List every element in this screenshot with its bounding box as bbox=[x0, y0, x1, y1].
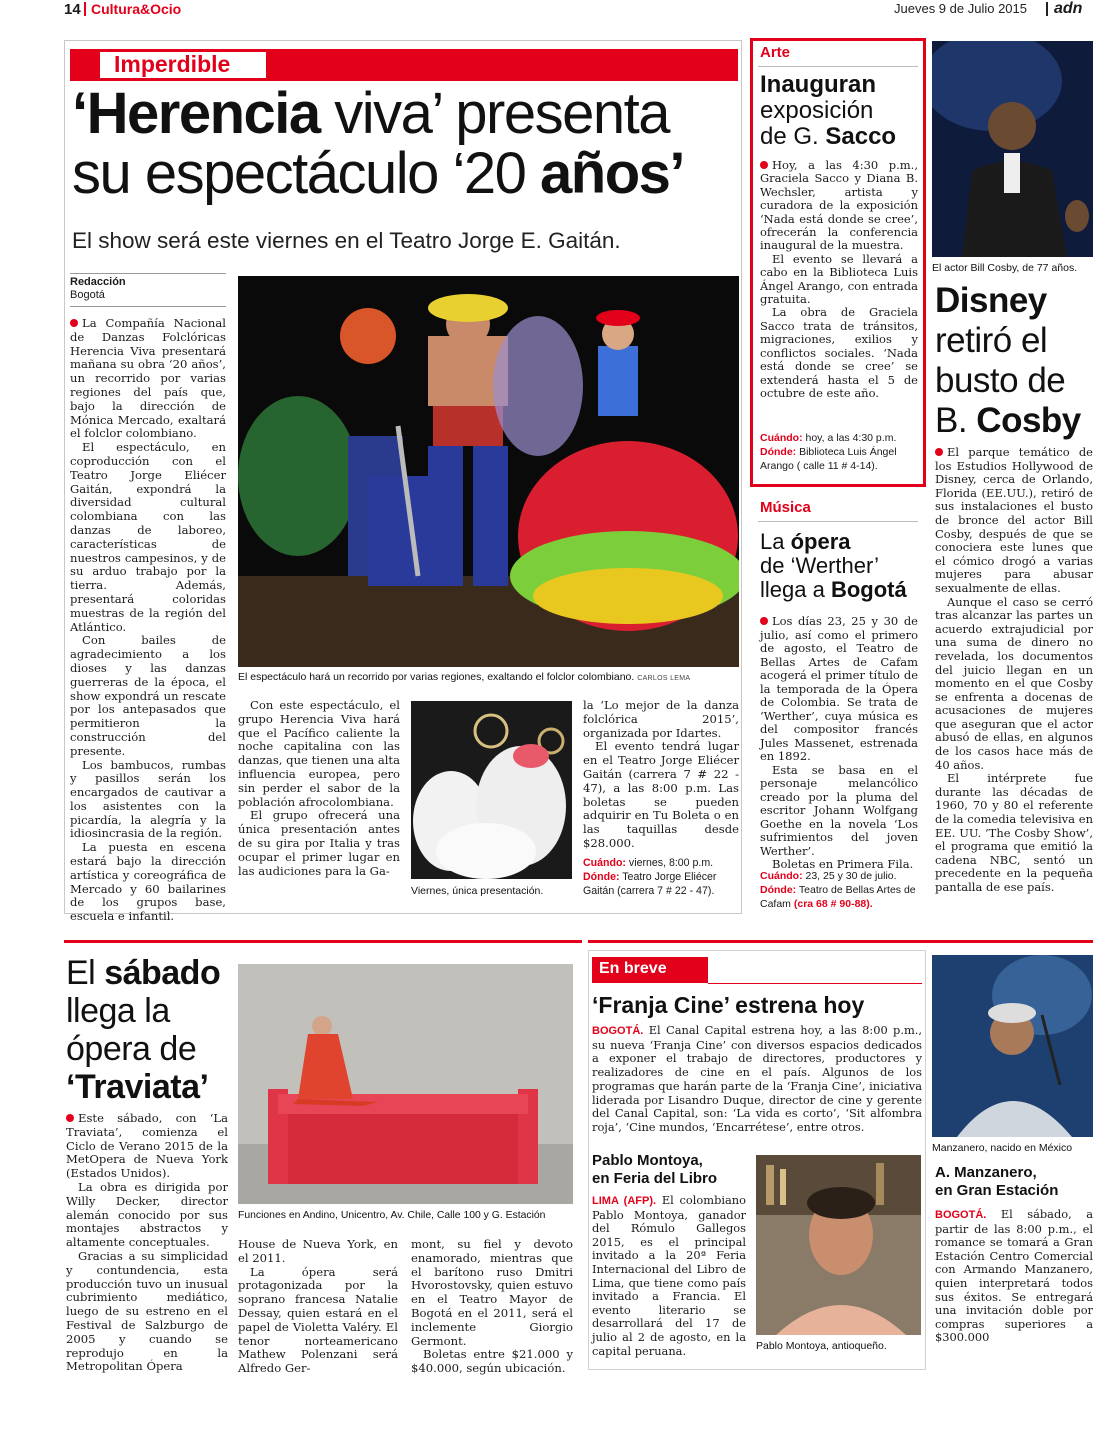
paragraph: House de Nueva York, en el 2011. bbox=[238, 1237, 398, 1265]
paragraph-text: Este sábado, con ‘La Traviata’, comienza el Ciclo de Verano 2015 de la MetOpera de Nueva York (Estados Unidos). bbox=[66, 1111, 228, 1181]
bullet-dot bbox=[66, 1114, 74, 1122]
cosby-headline-line-2: retiró el bbox=[935, 321, 1048, 360]
traviata-photo-caption: Funciones en Andino, Unicentro, Av. Chile, Calle 100 y G. Estación bbox=[238, 1210, 546, 1221]
headline-line-1 bbox=[72, 81, 740, 146]
musica-headline bbox=[760, 530, 920, 602]
cosby-headline-bold: Disney bbox=[935, 281, 1047, 320]
arte-headline-line-2: exposición bbox=[760, 97, 874, 124]
paragraph: El intérprete fue durante las décadas de 1960, 70 y 80 el referente de la comedia televisiva en EE. UU. ‘The Cosby Show’, el programa que emitió la cadena NBC, sentó un precedente en la pequeña pantalla de ese país. bbox=[935, 771, 1093, 894]
when-row bbox=[760, 869, 918, 883]
manzanero-photo bbox=[932, 955, 1093, 1137]
traviata-column-3 bbox=[411, 1238, 573, 1376]
section-rule-left bbox=[64, 940, 582, 943]
musica-headline-light: La bbox=[760, 529, 791, 554]
main-dance-photo bbox=[238, 276, 739, 667]
paragraph bbox=[760, 159, 918, 253]
when-value: hoy, a las 4:30 p.m. bbox=[805, 432, 897, 444]
where-value: Teatro Jorge Eliécer Gaitán (carrera 7 # 22 - 47). bbox=[583, 871, 717, 897]
paragraph-text: El Canal Capital estrena hoy, a las 8:00 p.m., su nueva ‘Franja Cine’ con diversos espacios dedicados a exponer el trabajo de directores, productores y realizadores de cine en el país. Algunos de los programas que harán parte de la ‘Franja Cine’, iniciativa liderada por Lisandro Duque, director de cine y gerente del Canal Capital, son: ‘La vida es corto’, ‘Sit alfombra roja’, ‘Cine mundos, ‘Encarrétese’, entre otros. bbox=[592, 1023, 922, 1134]
cosby-body bbox=[935, 446, 1093, 895]
headline-line-2 bbox=[72, 141, 740, 206]
arte-tag: Arte bbox=[760, 44, 791, 61]
bullet-dot bbox=[70, 319, 78, 327]
main-story-column-2 bbox=[238, 699, 400, 878]
manzanero-photo-caption: Manzanero, nacido en México bbox=[932, 1142, 1073, 1154]
musica-headline-bold: ópera bbox=[790, 529, 851, 554]
when-value: viernes, 8:00 p.m. bbox=[628, 857, 714, 869]
where-row bbox=[760, 445, 918, 473]
headline-bold-1: ‘Herencia bbox=[72, 81, 320, 146]
when-row bbox=[583, 856, 739, 870]
traviata-headline-bold: sábado bbox=[104, 954, 221, 992]
byline-location: Bogotá bbox=[70, 289, 105, 301]
byline-rule-bottom bbox=[70, 306, 226, 307]
traviata-column-1 bbox=[66, 1112, 228, 1374]
arte-headline-light: de G. bbox=[760, 123, 826, 150]
byline: Redacción bbox=[70, 276, 126, 288]
cosby-headline-light: B. bbox=[935, 401, 977, 440]
where-label: Dónde: bbox=[760, 446, 797, 458]
paragraph: Esta se basa en el personaje melancólico creado por la pluma del escritor Johann Wolfgang Goethe en la novela ‘Los sufrimientos del joven Werther’. bbox=[760, 762, 918, 858]
paragraph-text: La Compañía Nacional de Danzas Folclóricas Herencia Viva presentará mañana su obra ‘20 años’, un recorrido por varias regiones del país que, bajo la dirección de Mónica Mercado, exaltará el folclor colombiano. bbox=[70, 316, 226, 441]
paragraph bbox=[66, 1112, 228, 1181]
montoya-headline-line-2: en Feria del Libro bbox=[592, 1170, 718, 1187]
main-story-column-1 bbox=[70, 317, 226, 924]
cosby-illustration bbox=[932, 41, 1093, 257]
arte-headline bbox=[760, 72, 920, 150]
musica-tag: Música bbox=[760, 499, 811, 516]
arte-headline-line-3 bbox=[760, 124, 920, 150]
paragraph-text: Los días 23, 25 y 30 de julio, así como el primero de agosto, el Teatro de Bellas Artes de Cafam acogerá el primer título de la temporada de la Ópera de Colombia. Se trata de ‘Werther’, cuya música es del compositor francés Jules Massenet, estrenada en 1892. bbox=[760, 614, 918, 763]
musica-headline-line-3 bbox=[760, 578, 920, 602]
franja-dateline: BOGOTÁ. bbox=[592, 1025, 644, 1037]
white-dancers-illustration bbox=[411, 701, 572, 879]
traviata-headline-title: ‘Traviata’ bbox=[66, 1068, 209, 1106]
paragraph: Con bailes de agradecimiento a los dioses y las danzas guerreras de la época, el show expondrá un rescate por los antepasados que permitieron la construcción del presente. bbox=[70, 633, 226, 758]
paragraph: Gracias a su simplicidad y contundencia, esta producción tuvo un inusual cubrimiento mediático, luego de su estreno en el Festival de Salzburgo de 2005 y cuando se reprodujo en la Metropolitan Ópera bbox=[66, 1248, 228, 1374]
paragraph-text: El parque temático de los Estudios Hollywood de Disney, cerca de Orlando, Florida (EE.UU.), retiró de sus instalaciones el busto de bronce del actor Bill Cosby, después de que se conociera este lunes que el cómico drogó a varias mujeres para abusar sexualmente de ellas. bbox=[935, 445, 1093, 595]
franja-body bbox=[592, 1024, 922, 1135]
musica-headline-line-2: de ‘Werther’ bbox=[760, 553, 880, 578]
main-subtitle: El show será este viernes en el Teatro Jorge E. Gaitán. bbox=[72, 228, 621, 253]
arte-headline-line-1 bbox=[760, 72, 920, 98]
traviata-column-2 bbox=[238, 1238, 398, 1376]
paragraph: La puesta en escena estará bajo la dirección artística y coreográfica de Mercado y 60 bailarines de los grupos base, escuela e infantil. bbox=[70, 840, 226, 924]
manzanero-headline bbox=[935, 1164, 1095, 1200]
montoya-photo-caption: Pablo Montoya, antioqueño. bbox=[756, 1340, 887, 1352]
kicker-bar bbox=[70, 49, 738, 81]
paragraph: El espectáculo, en coproducción con el Teatro Jorge Eliécer Gaitán, expondrá la diversidad cultural colombiana con las danzas de laboreo, características de nuestros campesinos, y de su arduo trabajo por la tierra. Además, presentará coloridas muestras de la región del Atlántico. bbox=[70, 440, 226, 634]
brand-logo: adn bbox=[1054, 0, 1083, 17]
where-value: Teatro de Bellas Artes de Cafam bbox=[760, 884, 916, 910]
photo-credit: CARLOS LEMA bbox=[637, 675, 691, 682]
header-divider bbox=[84, 2, 86, 16]
paragraph bbox=[935, 1208, 1093, 1345]
paragraph: El evento se llevará a cabo en la Biblioteca Luis Ángel Arango, con entrada gratuita. bbox=[760, 251, 918, 307]
when-label: Cuándo: bbox=[760, 432, 803, 444]
caption-text: El espectáculo hará un recorrido por varias regiones, exaltando el folclor colombiano. bbox=[238, 671, 635, 683]
small-dance-photo bbox=[411, 701, 572, 879]
paragraph: La ópera será protagonizada por la soprano francesa Natalie Dessay, quien estará en el papel de Violetta Valéry. El tenor norteamericano Mathew Polenzani será Alfredo Ger- bbox=[238, 1264, 398, 1376]
traviata-headline-line-1 bbox=[66, 954, 236, 992]
manzanero-dateline: BOGOTÁ. bbox=[935, 1209, 987, 1221]
when-label: Cuándo: bbox=[583, 857, 626, 869]
paragraph: mont, su fiel y devoto enamorado, mientras que el barítono ruso Dmitri Hvorostovsky, quien estuvo en el Teatro Mayor de Bogotá en el 2011, será el inclemente Giorgio Germont. bbox=[411, 1237, 573, 1348]
paragraph-text: El colombiano Pablo Montoya, ganador del Rómulo Gallegos 2015, es el principal invitado a la 20ª Feria Internacional del Libro de Lima, que tiene como país invitado a Francia. El evento literario se desarrollará del 17 de julio al 2 de agosto, en la capital peruana. bbox=[592, 1193, 747, 1358]
musica-info-box bbox=[760, 869, 918, 911]
paragraph-text: El sábado, a partir de las 8:00 p.m., el romance se tomará a Gran Estación Centro Comercial con Armando Manzanero, quien interpretará todos sus éxitos. Se entregará una invitación doble por compras superiores a $300.000 bbox=[935, 1207, 1094, 1345]
paragraph bbox=[935, 446, 1093, 596]
bullet-dot bbox=[760, 161, 768, 169]
paragraph bbox=[592, 1194, 746, 1358]
where-address: (cra 68 # 90-88). bbox=[793, 898, 873, 910]
where-label: Dónde: bbox=[583, 871, 620, 883]
paragraph: La obra es dirigida por Willy Decker, director alemán conocido por sus montajes abstractos y altamente conceptuales. bbox=[66, 1179, 228, 1250]
paragraph: Con este espectáculo, el grupo Herencia Viva hará que el Pacífico caliente la noche capitalina con las danzas, que tienen una alta influencia europea, pero sin perder el sabor de la población afrocolombiana. bbox=[238, 698, 401, 809]
manzanero-body bbox=[935, 1208, 1093, 1345]
when-label: Cuándo: bbox=[760, 870, 803, 882]
traviata-headline-light: El bbox=[66, 954, 105, 992]
arte-body bbox=[760, 159, 918, 400]
page-header bbox=[0, 0, 1119, 22]
paragraph: El evento tendrá lugar en el Teatro Jorge Eliécer Gaitán (carrera 7 # 22 - 47), a las 8:00 p.m. Las boletas se pueden adquirir en Tu Boleta o en las taquillas desde $28.000. bbox=[583, 739, 739, 850]
headline-light-1: viva’ presenta bbox=[319, 81, 669, 146]
section-rule-right bbox=[588, 940, 1093, 943]
header-divider-right bbox=[1046, 2, 1048, 16]
paragraph bbox=[760, 615, 918, 764]
arte-headline-name: Sacco bbox=[825, 123, 897, 150]
arte-tag-rule bbox=[758, 66, 918, 67]
franja-headline: ‘Franja Cine’ estrena hoy bbox=[592, 992, 865, 1018]
musica-headline-bold-2: Bogotá bbox=[830, 577, 907, 602]
en-breve-tag: En breve bbox=[599, 960, 667, 977]
section-name: Cultura&Ocio bbox=[91, 1, 182, 17]
traviata-photo bbox=[238, 964, 573, 1204]
traviata-headline-line-3: ópera de bbox=[66, 1030, 197, 1068]
paragraph: Boletas en Primera Fila. bbox=[772, 857, 914, 871]
montoya-photo bbox=[756, 1155, 921, 1335]
headline-light-2: su espectáculo ‘20 bbox=[72, 141, 541, 206]
main-story-column-3 bbox=[583, 699, 739, 851]
main-headline bbox=[72, 81, 740, 206]
bullet-dot bbox=[935, 448, 943, 456]
traviata-headline-line-2: llega la bbox=[66, 992, 170, 1030]
small-photo-caption: Viernes, única presentación. bbox=[411, 885, 544, 897]
cosby-headline-line-1 bbox=[935, 281, 1105, 321]
traviata-illustration bbox=[238, 964, 573, 1204]
page-number: 14 bbox=[64, 1, 81, 18]
where-row bbox=[583, 870, 739, 898]
montoya-headline bbox=[592, 1152, 752, 1188]
when-row bbox=[760, 431, 918, 445]
paragraph: Los bambucos, rumbas y pasillos serán los encargados de cautivar a los asistentes con la picardía, la alegría y la idiosincrasia de la región. bbox=[70, 757, 226, 841]
cosby-headline bbox=[935, 281, 1105, 441]
cosby-headline-line-3: busto de bbox=[935, 361, 1066, 400]
musica-headline-line-1 bbox=[760, 530, 920, 554]
montoya-headline-line-1: Pablo Montoya, bbox=[592, 1152, 703, 1169]
en-breve-rule bbox=[708, 983, 922, 984]
musica-body bbox=[760, 615, 918, 872]
manzanero-illustration bbox=[932, 955, 1093, 1137]
main-story-info-box bbox=[583, 856, 739, 898]
headline-bold-2: años’ bbox=[540, 141, 685, 206]
where-row bbox=[760, 883, 918, 911]
musica-headline-light-2: llega a bbox=[760, 577, 831, 602]
paragraph-text: Hoy, a las 4:30 p.m., Graciela Sacco y Diana B. Wechsler, artista y curadora de la exposición ‘Nada está donde se cree’, ofrecerán la conferencia inaugural de la muestra. bbox=[760, 158, 918, 253]
cosby-headline-line-4 bbox=[935, 401, 1105, 441]
byline-rule-top bbox=[70, 273, 226, 274]
paragraph: Aunque el caso se cerró tras alcanzar las partes un acuerdo extrajudicial por una suma de dinero no revelada, los documentos del juicio llegan en un momento en el que Cosby se enfrenta a docenas de acusaciones de mujeres que aseguran que el actor abusó de ellas, en algunos de los casos hace más de 40 años. bbox=[935, 594, 1093, 772]
traviata-headline bbox=[66, 954, 236, 1106]
paragraph: Boletas entre $21.000 y $40.000, según ubicación. bbox=[411, 1347, 573, 1376]
cosby-photo bbox=[932, 41, 1093, 257]
paragraph: La obra de Graciela Sacco trata de tránsitos, migraciones, exilios y conflictos sociales. ‘Nada está donde se cree’ se extenderá hasta el 5 de octubre de este año. bbox=[760, 305, 918, 400]
paragraph: la ‘Lo mejor de la danza folclórica 2015’, organizada por Idartes. bbox=[583, 698, 739, 740]
paragraph bbox=[70, 317, 226, 441]
arte-headline-bold-end: n bbox=[861, 71, 877, 98]
manzanero-headline-line-2: en Gran Estación bbox=[935, 1182, 1059, 1199]
musica-tag-rule bbox=[758, 521, 918, 522]
when-value: 23, 25 y 30 de julio. bbox=[805, 870, 897, 882]
montoya-illustration bbox=[756, 1155, 921, 1335]
montoya-dateline: LIMA (AFP). bbox=[592, 1195, 657, 1207]
paragraph: El grupo ofrecerá una única presentación antes de su gira por Italia y tras ocupar el primer lugar en las audiciones para la Ga- bbox=[238, 808, 400, 878]
montoya-body bbox=[592, 1194, 746, 1358]
arte-headline-bold: Inaugura bbox=[760, 71, 862, 98]
where-value: Biblioteca Luis Ángel Arango ( calle 11 # 4-14). bbox=[760, 446, 897, 472]
bullet-dot bbox=[760, 617, 768, 625]
cosby-headline-name: Cosby bbox=[976, 401, 1081, 440]
dance-photo-illustration bbox=[238, 276, 739, 667]
paragraph bbox=[592, 1024, 922, 1135]
arte-info-box bbox=[760, 431, 918, 473]
traviata-headline-line-4 bbox=[66, 1068, 236, 1106]
manzanero-headline-line-1: A. Manzanero, bbox=[935, 1164, 1037, 1181]
issue-date: Jueves 9 de Julio 2015 bbox=[894, 1, 1027, 16]
where-label: Dónde: bbox=[760, 884, 797, 896]
cosby-photo-caption: El actor Bill Cosby, de 77 años. bbox=[932, 262, 1078, 274]
kicker-label: Imperdible bbox=[114, 51, 231, 77]
main-photo-caption bbox=[238, 671, 739, 685]
